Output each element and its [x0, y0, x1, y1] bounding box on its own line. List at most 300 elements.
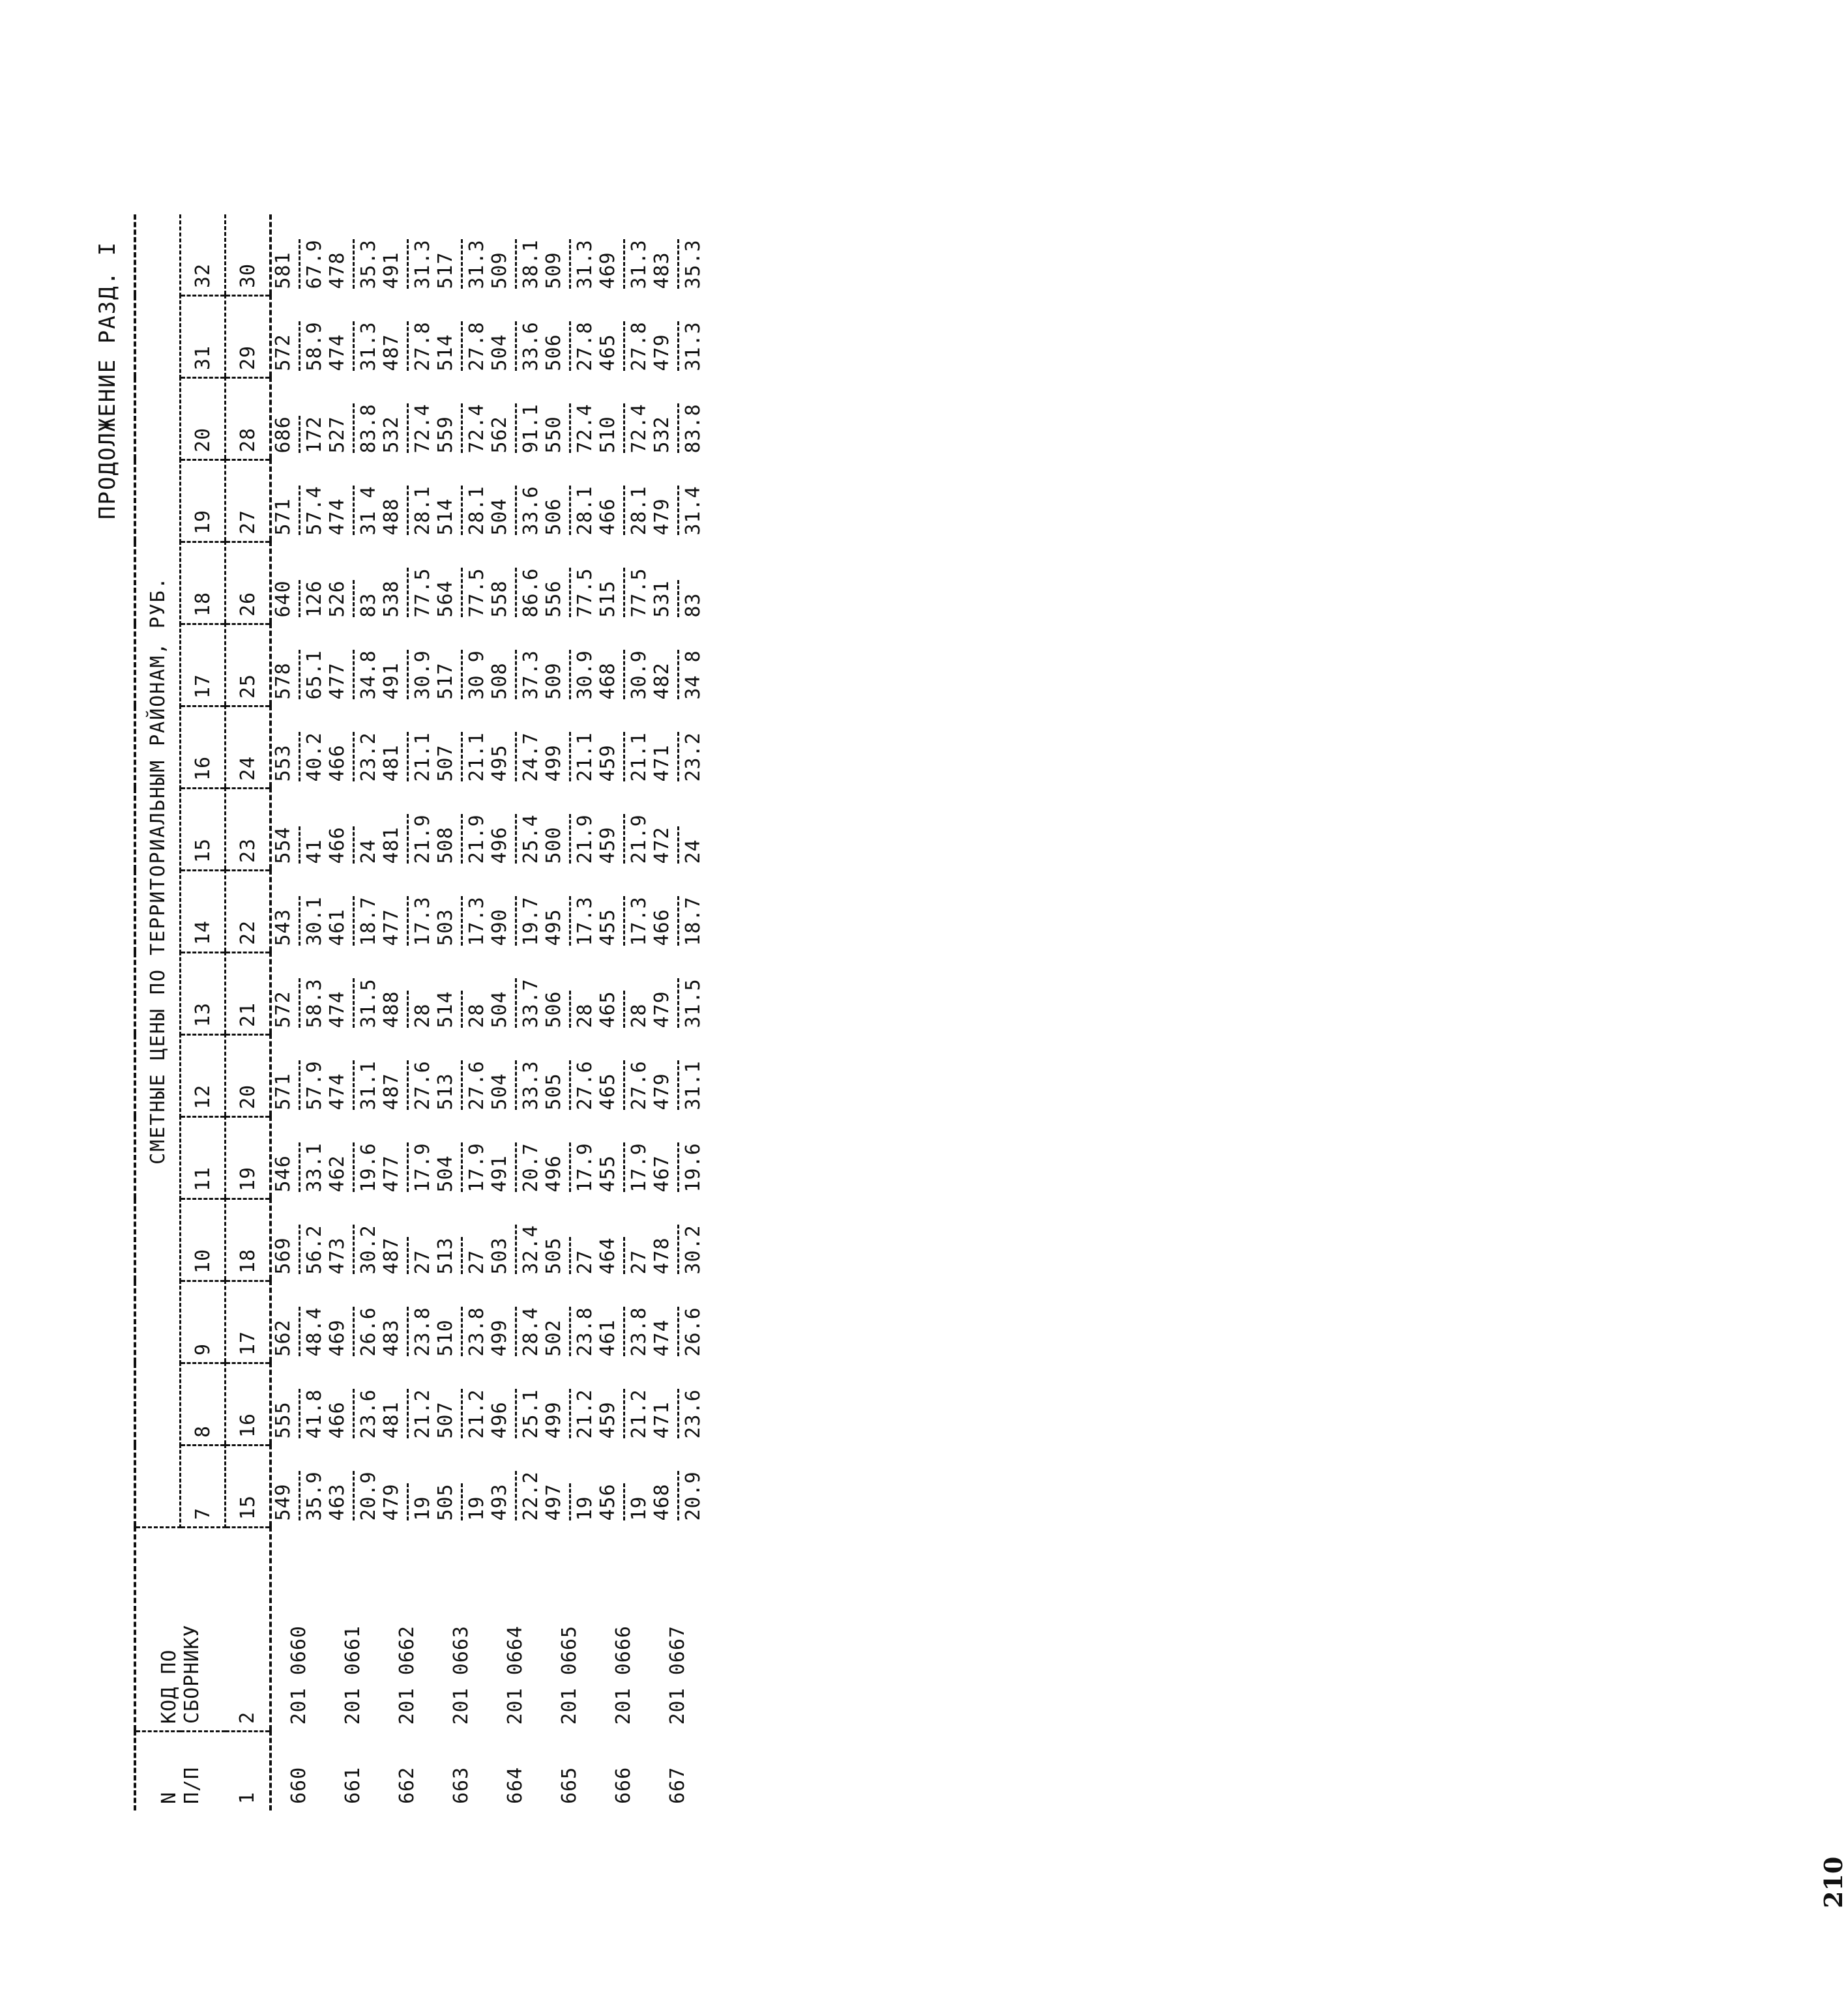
price-cell: [326, 1363, 380, 1446]
price-cell: [542, 871, 596, 953]
price-value: 479: [651, 334, 673, 371]
column-number: 17: [226, 1281, 271, 1363]
price-cell: [596, 789, 651, 871]
price-cell: [434, 1446, 488, 1528]
price-component: 17.9: [569, 1142, 596, 1192]
price-component: 33.6: [515, 321, 542, 371]
column-number: 28: [226, 378, 271, 460]
price-component: 23.2: [353, 732, 380, 781]
price-component: 33.6: [515, 486, 542, 535]
price-cell: [651, 296, 705, 378]
price-component: 31 4: [353, 486, 380, 535]
district-code-header: 18: [181, 542, 226, 624]
price-component: 19: [569, 1483, 596, 1520]
price-value: 507: [434, 1401, 457, 1439]
price-cell: [542, 214, 596, 296]
price-value: 509: [488, 252, 511, 289]
price-cell: [271, 296, 326, 378]
price-value: 517: [434, 662, 457, 700]
price-value: 514: [434, 334, 457, 371]
district-code-header: 14: [181, 871, 226, 953]
price-component: 27.6: [623, 1060, 651, 1110]
price-component: 30.9: [569, 650, 596, 699]
price-value: 455: [596, 909, 619, 946]
price-value: 474: [326, 1073, 349, 1111]
row-number: 662: [396, 1766, 418, 1804]
price-component: 24: [677, 826, 705, 864]
price-value: 571: [272, 498, 295, 536]
price-cell: [380, 953, 434, 1035]
header-n: N П/П: [135, 1732, 226, 1811]
price-value: 493: [488, 1483, 511, 1521]
price-value: 495: [488, 744, 511, 782]
price-value: 500: [542, 826, 565, 864]
district-code-header: 13: [181, 953, 226, 1035]
price-cell: [488, 542, 542, 624]
price-component: 23.8: [407, 1307, 434, 1356]
price-component: 91.1: [515, 403, 542, 453]
price-component: 27: [623, 1237, 651, 1274]
header-column-numbers: [226, 214, 271, 1810]
price-value: 549: [272, 1483, 295, 1521]
price-cell: [326, 1117, 380, 1199]
row-number: 663: [450, 1766, 473, 1804]
price-component: 35.3: [677, 239, 705, 289]
price-cell: [542, 542, 596, 624]
price-component: 19.6: [677, 1142, 705, 1192]
price-cell: [596, 1281, 651, 1363]
price-cell: [271, 460, 326, 542]
row-code: 201 0663: [450, 1625, 473, 1725]
price-component: 58.9: [299, 321, 326, 371]
price-component: 31.3: [623, 239, 651, 289]
price-cell: [326, 542, 380, 624]
column-number: 2: [226, 1528, 271, 1732]
price-component: 17.9: [407, 1142, 434, 1192]
price-component: 28.1: [407, 486, 434, 535]
price-cell: [380, 214, 434, 296]
price-cell: [326, 789, 380, 871]
price-value: 532: [651, 416, 673, 454]
price-value: 473: [326, 1237, 349, 1275]
price-cell: [380, 1035, 434, 1117]
price-value: 578: [272, 662, 295, 700]
price-value: 462: [326, 1155, 349, 1193]
row-code: 201 0660: [287, 1625, 310, 1725]
price-cell: [380, 460, 434, 542]
price-cell: [326, 1281, 380, 1363]
price-value: 471: [651, 1401, 673, 1439]
price-component: 26.6: [677, 1307, 705, 1356]
price-value: 559: [434, 416, 457, 454]
price-value: 469: [596, 252, 619, 289]
price-cell: [380, 871, 434, 953]
price-cell: [542, 953, 596, 1035]
price-component: 21.1: [461, 732, 488, 781]
price-cell: [596, 706, 651, 789]
price-cell: [596, 624, 651, 706]
price-cell: [434, 1035, 488, 1117]
price-cell: [271, 789, 326, 871]
price-cell: [651, 214, 705, 296]
row-number: 667: [666, 1766, 689, 1804]
price-cell: [434, 706, 488, 789]
column-number: 19: [226, 1117, 271, 1199]
table-row: [434, 214, 488, 1810]
price-cell: [488, 953, 542, 1035]
price-cell: [326, 871, 380, 953]
price-value: 479: [651, 498, 673, 536]
price-cell: [651, 1035, 705, 1117]
price-value: 510: [596, 416, 619, 454]
price-cell: [434, 789, 488, 871]
price-value: 562: [488, 416, 511, 454]
price-component: 83: [677, 580, 705, 617]
price-cell: [542, 1035, 596, 1117]
price-cell: [596, 871, 651, 953]
price-value: 503: [434, 909, 457, 946]
district-code-header: 11: [181, 1117, 226, 1199]
district-code-header: 8: [181, 1363, 226, 1446]
price-component: 33.3: [515, 1060, 542, 1110]
price-value: 504: [434, 1155, 457, 1193]
price-value: 554: [272, 826, 295, 864]
price-value: 686: [272, 416, 295, 454]
price-component: 67.9: [299, 239, 326, 289]
price-cell: [271, 1199, 326, 1281]
price-component: 30.1: [299, 896, 326, 946]
price-component: 17.3: [407, 896, 434, 946]
price-component: 31.3: [461, 239, 488, 289]
price-cell: [651, 789, 705, 871]
price-value: 481: [380, 1401, 403, 1439]
price-cell: [434, 871, 488, 953]
price-value: 515: [596, 580, 619, 618]
price-component: 28: [623, 991, 651, 1028]
price-component: 18.7: [677, 896, 705, 946]
price-component: 23.8: [461, 1307, 488, 1356]
price-cell: [326, 624, 380, 706]
price-value: 499: [542, 744, 565, 782]
price-value: 506: [542, 498, 565, 536]
price-value: 497: [542, 1483, 565, 1521]
district-code-header: 10: [181, 1199, 226, 1281]
price-table: [134, 214, 705, 1810]
price-cell: [271, 871, 326, 953]
price-cell: [488, 871, 542, 953]
price-value: 504: [488, 334, 511, 371]
price-value: 562: [272, 1319, 295, 1357]
price-value: 478: [651, 1237, 673, 1275]
price-component: 38.1: [515, 239, 542, 289]
price-value: 571: [272, 1073, 295, 1111]
price-cell: [488, 789, 542, 871]
price-value: 513: [434, 1073, 457, 1111]
price-value: 640: [272, 580, 295, 618]
price-value: 474: [326, 334, 349, 371]
price-value: 487: [380, 1073, 403, 1111]
price-component: 72.4: [461, 403, 488, 453]
price-component: 35.3: [353, 239, 380, 289]
price-component: 77.5: [569, 568, 596, 617]
header-code: КОД ПО СБОРНИКУ: [135, 1528, 226, 1732]
header-prices-title: СМЕТНЫЕ ЦЕНЫ ПО ТЕРРИТОРИАЛЬНЫМ РАЙОНАМ, РУБ.: [135, 214, 181, 1528]
price-cell: [380, 1117, 434, 1199]
price-cell: [434, 1281, 488, 1363]
price-component: 28: [569, 991, 596, 1028]
price-value: 538: [380, 580, 403, 618]
price-cell: [596, 1117, 651, 1199]
price-value: 496: [488, 1401, 511, 1439]
price-cell: [380, 378, 434, 460]
price-cell: [488, 296, 542, 378]
price-cell: [651, 542, 705, 624]
column-number: 24: [226, 706, 271, 789]
price-component: 23.6: [353, 1389, 380, 1438]
price-cell: [596, 378, 651, 460]
price-value: 490: [488, 909, 511, 946]
price-value: 514: [434, 991, 457, 1028]
price-cell: [488, 706, 542, 789]
price-value: 491: [380, 662, 403, 700]
price-cell: [651, 378, 705, 460]
price-component: 33.7: [515, 978, 542, 1028]
price-component: 83.8: [677, 403, 705, 453]
price-component: 21.2: [407, 1389, 434, 1438]
price-component: 21.9: [407, 814, 434, 864]
price-component: 27.8: [569, 321, 596, 371]
price-cell: [651, 460, 705, 542]
price-value: 496: [488, 826, 511, 864]
price-value: 505: [542, 1237, 565, 1275]
price-cell: [488, 1199, 542, 1281]
price-component: 21.9: [461, 814, 488, 864]
column-number: 23: [226, 789, 271, 871]
price-component: 19: [461, 1483, 488, 1520]
price-cell: [651, 871, 705, 953]
price-component: 27: [461, 1237, 488, 1274]
district-code-header: 15: [181, 789, 226, 871]
district-code-header: 31: [181, 296, 226, 378]
price-cell: [651, 706, 705, 789]
price-value: 514: [434, 498, 457, 536]
price-component: 21.2: [461, 1389, 488, 1438]
price-cell: [542, 706, 596, 789]
price-cell: [326, 953, 380, 1035]
district-code-header: 19: [181, 460, 226, 542]
price-component: 31.3: [677, 321, 705, 371]
price-value: 558: [488, 580, 511, 618]
price-component: 126: [299, 580, 326, 617]
price-component: 30.2: [353, 1225, 380, 1274]
table-row: [488, 214, 542, 1810]
price-value: 466: [596, 498, 619, 536]
price-component: 40.2: [299, 732, 326, 781]
price-value: 508: [434, 826, 457, 864]
column-number: 26: [226, 542, 271, 624]
price-cell: [488, 378, 542, 460]
price-component: 20.9: [677, 1471, 705, 1520]
price-value: 491: [380, 252, 403, 289]
price-cell: [488, 1446, 542, 1528]
price-cell: [380, 1199, 434, 1281]
price-component: 27: [407, 1237, 434, 1274]
price-cell: [326, 296, 380, 378]
row-number: 666: [612, 1766, 635, 1804]
price-component: 21.9: [569, 814, 596, 864]
price-value: 487: [380, 334, 403, 371]
price-component: 28.1: [461, 486, 488, 535]
table-row: [596, 214, 651, 1810]
price-value: 499: [542, 1401, 565, 1439]
district-code-header: 16: [181, 706, 226, 789]
price-component: 37.3: [515, 650, 542, 699]
price-value: 483: [380, 1319, 403, 1357]
price-value: 553: [272, 744, 295, 782]
price-component: 17.3: [569, 896, 596, 946]
price-component: 24: [353, 826, 380, 864]
price-value: 504: [488, 991, 511, 1028]
price-cell: [651, 1446, 705, 1528]
price-component: 34.8: [353, 650, 380, 699]
price-component: 27.8: [461, 321, 488, 371]
price-cell: [488, 214, 542, 296]
row-number: 665: [558, 1766, 581, 1804]
price-cell: [651, 1199, 705, 1281]
price-component: 77.5: [407, 568, 434, 617]
price-component: 77.5: [623, 568, 651, 617]
price-component: 23.8: [623, 1307, 651, 1356]
price-cell: [488, 1117, 542, 1199]
price-component: 172: [299, 416, 326, 453]
price-component: 83: [353, 580, 380, 617]
price-value: 482: [651, 662, 673, 700]
price-value: 469: [326, 1319, 349, 1357]
price-cell: [542, 1363, 596, 1446]
price-component: 19.7: [515, 896, 542, 946]
price-value: 508: [488, 662, 511, 700]
price-component: 19.6: [353, 1142, 380, 1192]
price-component: 17.9: [623, 1142, 651, 1192]
price-cell: [271, 953, 326, 1035]
row-code: 201 0667: [666, 1625, 689, 1725]
price-component: 72.4: [569, 403, 596, 453]
price-value: 572: [272, 334, 295, 371]
price-cell: [271, 706, 326, 789]
price-value: 472: [651, 826, 673, 864]
row-code: 201 0662: [396, 1625, 418, 1725]
price-value: 531: [651, 580, 673, 618]
price-cell: [380, 706, 434, 789]
price-cell: [596, 296, 651, 378]
price-value: 461: [326, 909, 349, 946]
table-row: [326, 214, 380, 1810]
price-value: 491: [488, 1155, 511, 1193]
price-value: 478: [326, 252, 349, 289]
price-value: 465: [596, 991, 619, 1028]
price-value: 550: [542, 416, 565, 454]
price-cell: [596, 460, 651, 542]
price-value: 456: [596, 1483, 619, 1521]
price-value: 564: [434, 580, 457, 618]
price-component: 35.9: [299, 1471, 326, 1520]
column-number: 21: [226, 953, 271, 1035]
price-cell: [651, 953, 705, 1035]
price-value: 495: [542, 909, 565, 946]
price-cell: [326, 1035, 380, 1117]
price-cell: [326, 1446, 380, 1528]
price-value: 496: [542, 1155, 565, 1193]
price-component: 26.6: [353, 1307, 380, 1356]
price-component: 30.2: [677, 1225, 705, 1274]
price-component: 34 8: [677, 650, 705, 699]
price-component: 21.9: [623, 814, 651, 864]
page-number: 210: [1819, 1856, 1848, 1908]
price-component: 33.1: [299, 1142, 326, 1192]
price-component: 72.4: [623, 403, 651, 453]
price-value: 479: [651, 1073, 673, 1111]
price-cell: [542, 296, 596, 378]
column-number: 22: [226, 871, 271, 953]
price-component: 23.8: [569, 1307, 596, 1356]
price-value: 459: [596, 744, 619, 782]
price-component: 27.6: [569, 1060, 596, 1110]
price-value: 463: [326, 1483, 349, 1521]
price-cell: [542, 1199, 596, 1281]
price-cell: [434, 296, 488, 378]
row-number: 660: [287, 1766, 310, 1804]
price-cell: [271, 624, 326, 706]
price-value: 467: [651, 1155, 673, 1193]
price-cell: [434, 460, 488, 542]
price-cell: [542, 378, 596, 460]
price-component: 31.3: [353, 321, 380, 371]
price-value: 455: [596, 1155, 619, 1193]
price-cell: [271, 542, 326, 624]
price-cell: [596, 214, 651, 296]
price-cell: [380, 624, 434, 706]
price-value: 556: [542, 580, 565, 618]
price-component: 17.3: [461, 896, 488, 946]
price-component: 41.8: [299, 1389, 326, 1438]
price-value: 459: [596, 1401, 619, 1439]
price-component: 18.7: [353, 896, 380, 946]
price-component: 20.9: [353, 1471, 380, 1520]
price-value: 503: [488, 1237, 511, 1275]
column-number: 25: [226, 624, 271, 706]
price-component: 58.3: [299, 978, 326, 1028]
price-value: 465: [596, 1073, 619, 1111]
price-value: 555: [272, 1401, 295, 1439]
price-component: 31.1: [677, 1060, 705, 1110]
row-number: 661: [342, 1766, 364, 1804]
price-component: 31.1: [353, 1060, 380, 1110]
price-value: 517: [434, 252, 457, 289]
price-component: 24.7: [515, 732, 542, 781]
price-cell: [326, 1199, 380, 1281]
price-component: 65.1: [299, 650, 326, 699]
price-component: 31.5: [677, 978, 705, 1028]
price-component: 25.1: [515, 1389, 542, 1438]
table-row: [271, 214, 326, 1810]
price-value: 505: [434, 1483, 457, 1521]
price-cell: [434, 953, 488, 1035]
price-cell: [434, 1363, 488, 1446]
price-component: 17.9: [461, 1142, 488, 1192]
price-value: 468: [651, 1483, 673, 1521]
price-component: 28.1: [569, 486, 596, 535]
price-value: 479: [651, 991, 673, 1028]
